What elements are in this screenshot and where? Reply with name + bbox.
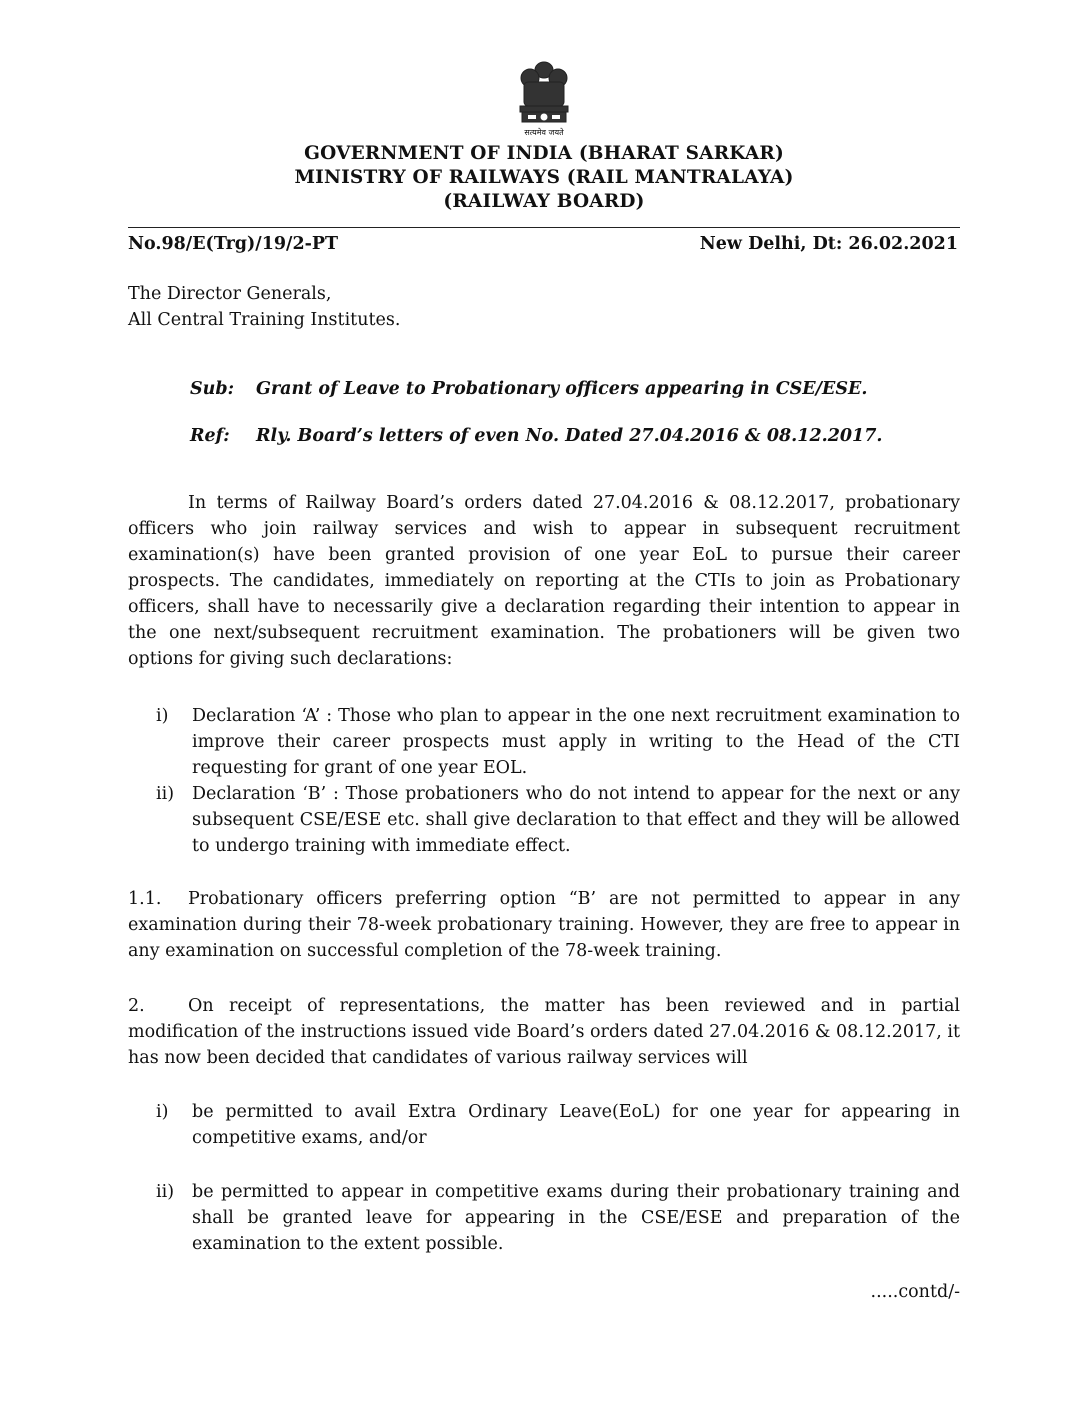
header-ministry: MINISTRY OF RAILWAYS (RAIL MANTRALAYA) — [294, 167, 794, 188]
paragraph-text: Probationary officers preferring option “B’ are not permitted to appear in any examination during their 78-week probationary training. However, they are free to appear in any examination on successful completion of the 78-week training. — [128, 889, 960, 961]
list-number: ii) — [156, 1182, 175, 1202]
continued-marker: .....contd/- — [870, 1282, 960, 1302]
header-board: (RAILWAY BOARD) — [443, 191, 645, 212]
declaration-b-item — [156, 781, 960, 859]
addressee-line-2: All Central Training Institutes. — [128, 310, 401, 330]
paragraph-number: 2. — [128, 996, 145, 1016]
decision-item-1 — [156, 1099, 960, 1151]
list-number: ii) — [156, 784, 175, 804]
subject-text: Grant of Leave to Probationary officers appearing in CSE/ESE. — [256, 379, 868, 399]
subject-label: Sub: — [190, 379, 235, 399]
header-divider — [128, 227, 960, 228]
national-emblem-icon — [510, 58, 578, 138]
letter-date: New Delhi, Dt: 26.02.2021 — [699, 234, 958, 254]
list-text: Declaration ‘A’ : Those who plan to appear in the one next recruitment examination to improve their career prospects must apply in writing to the Head of the CTI requesting for grant of one year EOL. — [192, 706, 960, 778]
addressee-line-1: The Director Generals, — [128, 284, 332, 304]
list-number: i) — [156, 1102, 169, 1122]
list-text: be permitted to appear in competitive exams during their probationary training and shall be granted leave for appearing in the CSE/ESE and preparation of the examination to the extent possible. — [192, 1182, 960, 1254]
intro-paragraph: In terms of Railway Board’s orders dated 27.04.2016 & 08.12.2017, probationary officers who join railway services and wish to appear in subsequent recruitment examination(s) have been granted provision of one year EoL to pursue their career prospects. The candidates, immediately on reporting at the CTIs to join as Probationary officers, shall have to necessarily give a declaration regarding their intention to appear in the one next/subsequent recruitment examination. The probationers will be given two options for giving such declarations: — [128, 493, 960, 669]
paragraph-number: 1.1. — [128, 889, 162, 909]
paragraph-text: On receipt of representations, the matter has been reviewed and in partial modification of the instructions issued vide Board’s orders dated 27.04.2016 & 08.12.2017, it has now been decided that candidates of various railway services will — [128, 996, 961, 1068]
reference-number: No.98/E(Trg)/19/2-PT — [128, 234, 339, 254]
list-text: Declaration ‘B’ : Those probationers who do not intend to appear for the next or any subsequent CSE/ESE etc. shall give declaration to that effect and they will be allowed to undergo training with immediate effect. — [192, 784, 960, 856]
subject-line — [190, 379, 867, 399]
reference-line — [190, 426, 883, 446]
decision-item-2 — [156, 1179, 960, 1257]
list-number: i) — [156, 706, 169, 726]
reference-label: Ref: — [190, 426, 230, 446]
paragraph-1-1 — [128, 886, 960, 964]
list-text: be permitted to avail Extra Ordinary Leave(EoL) for one year for appearing in competitive exams, and/or — [192, 1102, 960, 1148]
header-government: GOVERNMENT OF INDIA (BHARAT SARKAR) — [304, 143, 784, 164]
declaration-a-item — [156, 703, 960, 781]
paragraph-2 — [128, 993, 960, 1071]
reference-text: Rly. Board’s letters of even No. Dated 27.04.2016 & 08.12.2017. — [256, 426, 883, 446]
emblem-caption: सत्यमेव जयते — [524, 128, 564, 137]
